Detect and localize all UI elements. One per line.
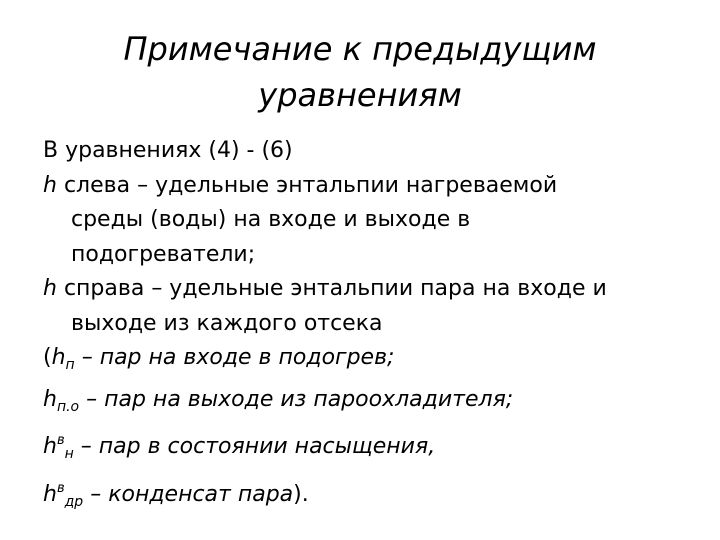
var-h: h [51,345,66,370]
body-line-5-text: справа – удельные энтальпии пара на входе и [56,276,607,301]
superscript: в [56,433,65,448]
body-line-7-text: – пар на входе в подогрев; [74,345,395,370]
body-line-4: подогреватели; [71,241,256,267]
open-paren: ( [43,345,52,370]
var-h: h [43,386,57,412]
body-line-3: среды (воды) на входе и выходе в [71,207,471,232]
var-h: h [43,481,57,507]
subscript: п.о [56,398,80,415]
body-line-9 [43,424,703,472]
body-line-10-text: – конденсат пара [83,481,294,507]
subscript: др [64,493,84,510]
superscript: в [56,480,65,496]
body-line-8 [43,383,703,425]
body-line-8-text: – пар на выходе из пароохладителя; [79,386,514,412]
body-line-1: В уравнениях (4) - (6) [43,138,293,163]
subscript: н [64,446,74,462]
var-h: h [43,434,57,459]
body-line-7 [43,341,703,383]
body-line-2 [43,169,703,204]
close-paren: ). [293,481,309,507]
slide-title-line-1: Примечание к предыдущим [123,30,597,68]
slide-title-line-2: уравнениям [258,76,462,114]
body-line-6: выходе из каждого отсека [71,310,383,336]
body-line-9-text: – пар в состоянии насыщения, [73,434,436,459]
var-h: h [43,172,57,198]
slide-body [43,134,703,519]
body-line-5 [43,272,703,307]
slide-title [0,26,720,118]
subscript: п [65,357,75,373]
body-line-2-text: слева – удельные энтальпии нагреваемой [56,172,558,198]
var-h: h [43,276,57,301]
body-line-10 [43,472,703,520]
